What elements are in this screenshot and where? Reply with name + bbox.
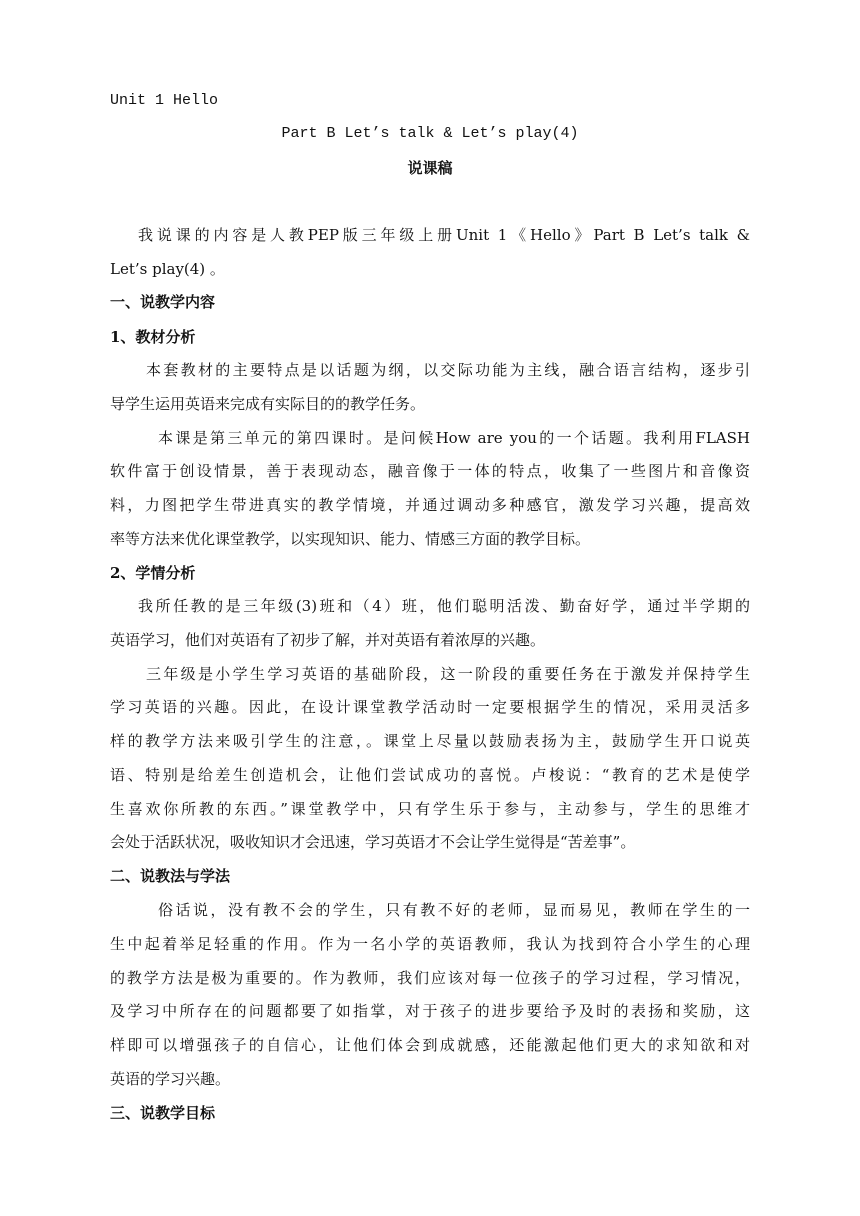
paragraph-line: 英语的学习兴趣。 (110, 1070, 231, 1088)
intro-line: Let’s play(4) 。 (110, 260, 225, 278)
paragraph-line: 生喜欢你所教的东西。”课堂教学中，只有学生乐于参与，主动参与，学生的思维才 (110, 800, 750, 818)
part-title: Part B Let’s talk & Let’s play(4) (281, 125, 579, 142)
paragraph-line: 料，力图把学生带进真实的教学情境，并通过调动多种感官，激发学习兴趣，提高效 (110, 496, 750, 514)
paragraph-line: 生中起着举足轻重的作用。作为一名小学的英语教师，我认为找到符合小学生的心理 (110, 935, 750, 953)
paragraph-line: 俗话说，没有教不会的学生，只有教不好的老师，显而易见，教师在学生的一 (158, 901, 750, 919)
subsection-heading: 1、教材分析 (110, 328, 196, 346)
paragraph-line: 三年级是小学生学习英语的基础阶段，这一阶段的重要任务在于激发并保持学生 (146, 665, 750, 683)
intro-line: 我说课的内容是人教PEP版三年级上册Unit 1《Hello》Part B Let’s talk & (138, 226, 750, 244)
paragraph-line: 本课是第三单元的第四课时。是问候How are you的一个话题。我利用FLASH (158, 429, 750, 447)
paragraph-line: 及学习中所存在的问题都要了如指掌，对于孩子的进步要给予及时的表扬和奖励，这 (110, 1002, 750, 1020)
section-heading: 三、说教学目标 (110, 1104, 216, 1122)
unit-line: Unit 1 Hello (110, 92, 219, 109)
paragraph-line: 会处于活跃状况，吸收知识才会迅速，学习英语才不会让学生觉得是“苦差事”。 (110, 833, 636, 851)
section-heading: 一、说教学内容 (110, 293, 216, 311)
paragraph-line: 率等方法来优化课堂教学，以实现知识、能力、情感三方面的教学目标。 (110, 530, 591, 548)
subsection-heading: 2、学情分析 (110, 564, 196, 582)
paragraph-line: 学习英语的兴趣。因此，在设计课堂教学活动时一定要根据学生的情况，采用灵活多 (110, 698, 750, 716)
paragraph-line: 本套教材的主要特点是以话题为纲，以交际功能为主线，融合语言结构，逐步引 (146, 361, 750, 379)
paragraph-line: 我所任教的是三年级(3)班和（4）班，他们聪明活泼、勤奋好学，通过半学期的 (138, 597, 750, 615)
paragraph-line: 英语学习，他们对英语有了初步了解，并对英语有着浓厚的兴趣。 (110, 631, 546, 649)
paragraph-line: 语、特别是给差生创造机会，让他们尝试成功的喜悦。卢梭说：“教育的艺术是使学 (110, 766, 750, 784)
paragraph-line: 导学生运用英语来完成有实际目的的教学任务。 (110, 395, 426, 413)
paragraph-line: 软件富于创设情景，善于表现动态，融音像于一体的特点，收集了一些图片和音像资 (110, 462, 750, 480)
doc-title: 说课稿 (407, 159, 453, 177)
paragraph-line: 样即可以增强孩子的自信心，让他们体会到成就感，还能激起他们更大的求知欲和对 (110, 1036, 750, 1054)
paragraph-line: 的教学方法是极为重要的。作为教师，我们应该对每一位孩子的学习过程，学习情况， (110, 969, 750, 987)
section-heading: 二、说教法与学法 (110, 867, 231, 885)
paragraph-line: 样的教学方法来吸引学生的注意，。课堂上尽量以鼓励表扬为主，鼓励学生开口说英 (110, 732, 750, 750)
